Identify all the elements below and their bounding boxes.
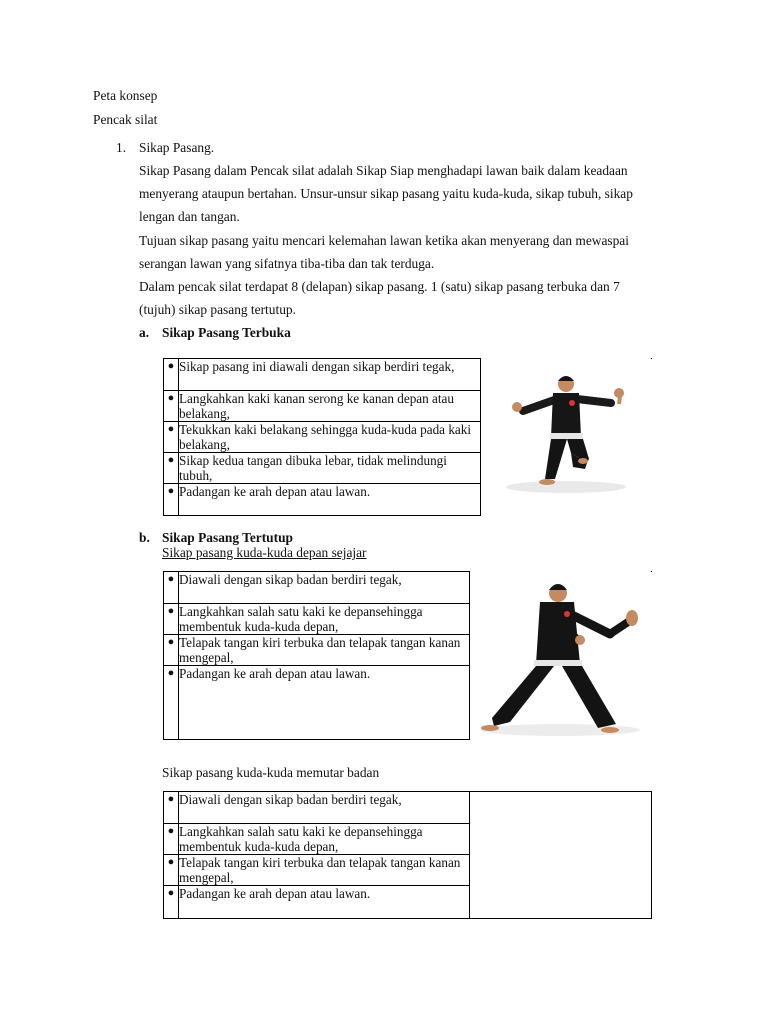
section-c-subtitle: Sikap pasang kuda-kuda memutar badan (162, 765, 380, 780)
table-cell-text: Diawali dengan sikap badan berdiri tegak, (179, 572, 470, 604)
heading-pencak-silat: Pencak silat (93, 112, 158, 127)
kuda-kuda-memutar-table (163, 791, 652, 919)
table-cell-text: Langkahkan salah satu kaki ke depansehingga membentuk kuda-kuda depan, (179, 604, 470, 635)
bullet: ● (164, 391, 179, 422)
table-cell-text: Langkahkan salah satu kaki ke depansehingga membentuk kuda-kuda depan, (179, 824, 470, 855)
table-cell-text: Tekukkan kaki belakang sehingga kuda-kuda pada kaki belakang, (179, 422, 481, 453)
bullet: ● (164, 422, 179, 453)
bullet: ● (164, 886, 179, 919)
empty-image-cell (470, 792, 652, 919)
table-cell-text: Sikap pasang ini diawali dengan sikap berdiri tegak, (179, 359, 481, 391)
table-cell-text: Telapak tangan kiri terbuka dan telapak tangan kanan mengepal, (179, 635, 470, 666)
table-cell-text: Sikap kedua tangan dibuka lebar, tidak melindungi tubuh, (179, 453, 481, 484)
paragraph-line: Dalam pencak silat terdapat 8 (delapan) sikap pasang. 1 (satu) sikap pasang terbuka dan 7 (139, 279, 620, 294)
paragraph-line: serangan lawan yang sifatnya tiba-tiba dan tak terduga. (139, 256, 435, 271)
item-number: 1. (116, 140, 127, 155)
table-cell-text: Telapak tangan kiri terbuka dan telapak tangan kanan mengepal, (179, 855, 470, 886)
table-cell-text: Padangan ke arah depan atau lawan. (179, 484, 481, 516)
bullet: ● (164, 666, 179, 740)
bullet: ● (164, 824, 179, 855)
table-cell-text: Langkahkan kaki kanan serong ke kanan depan atau belakang, (179, 391, 481, 422)
section-b-title: Sikap Pasang Tertutup (162, 530, 293, 545)
paragraph-line: (tujuh) sikap pasang tertutup. (139, 302, 296, 317)
bullet: ● (164, 484, 179, 516)
table-cell-text: Padangan ke arah depan atau lawan. (179, 666, 470, 740)
paragraph-line: lengan dan tangan. (139, 209, 240, 224)
section-b-label: b. (139, 530, 150, 545)
section-b-subtitle: Sikap pasang kuda-kuda depan sejajar (162, 545, 367, 560)
bullet: ● (164, 359, 179, 391)
paragraph-line: Sikap Pasang dalam Pencak silat adalah Sikap Siap menghadapi lawan baik dalam keadaan (139, 163, 628, 178)
table-cell-text: Diawali dengan sikap badan berdiri tegak, (179, 792, 470, 824)
heading-peta-konsep: Peta konsep (93, 88, 158, 103)
paragraph-line: menyerang ataupun bertahan. Unsur-unsur sikap pasang yaitu kuda-kuda, sikap tubuh, sikap (139, 186, 633, 201)
section-a-label: a. (139, 325, 150, 340)
bullet: ● (164, 855, 179, 886)
sikap-tertutup-photo (470, 572, 652, 740)
table-cell-text: Padangan ke arah depan atau lawan. (179, 886, 470, 919)
bullet: ● (164, 572, 179, 604)
bullet: ● (164, 635, 179, 666)
sikap-terbuka-photo (481, 359, 652, 516)
sikap-tertutup-table (163, 571, 652, 740)
bullet: ● (164, 604, 179, 635)
section-a-title: Sikap Pasang Terbuka (162, 325, 291, 340)
bullet: ● (164, 792, 179, 824)
sikap-terbuka-table (163, 358, 652, 516)
bullet: ● (164, 453, 179, 484)
item-title: Sikap Pasang. (139, 140, 215, 155)
paragraph-line: Tujuan sikap pasang yaitu mencari kelemahan lawan ketika akan menyerang dan mewaspai (139, 233, 629, 248)
